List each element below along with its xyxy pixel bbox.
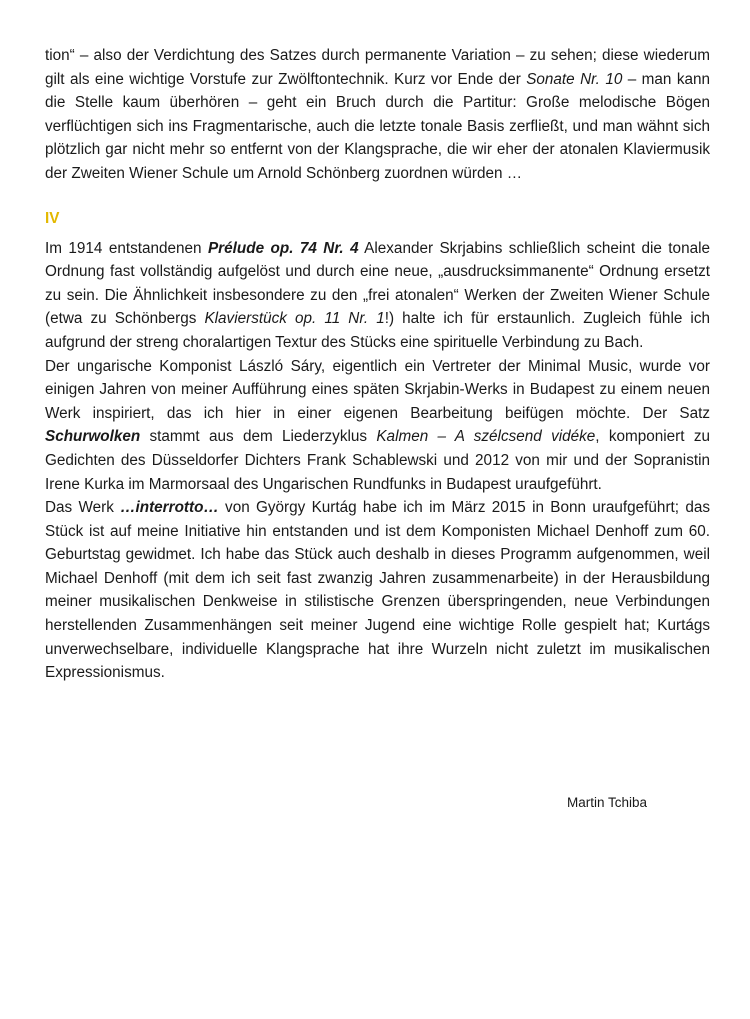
prelude-text-1: Im 1914 entstandenen	[45, 239, 208, 257]
prelude-text-3: !) halte ich für erstaunlich. Zugleich fühle ich aufgrund der streng choralartigen Textur des Stücks eine spirituelle Verbindung zu Bach.	[45, 310, 710, 351]
intro-text-2: – man kann die Stelle kaum überhören – geht ein Bruch durch die Partitur: Große melodische Bögen verflüchtigen sich ins Fragmentarische, auch die letzte tonale Basis zerfließt, und man wähnt sich plötzlich gar nicht mehr so entfernt von der Klangsprache, die wir eher der atonalen Klaviermusik der Zweiten Wiener Schule um Arnold Schönberg zuordnen würden …	[45, 70, 710, 182]
intro-text-1: tion“ – also der Verdichtung des Satzes durch permanente Variation – zu sehen; diese wiederum gilt als eine wichtige Vorstufe zur Zwölftontechnik. Kurz vor Ende der	[45, 47, 710, 88]
prelude-text-2: Alexander Skrjabins schließlich scheint die tonale Ordnung fast vollständig aufgelöst und durch eine neue, „ausdrucksimmanente“ Ordnung ersetzt zu sein. Die Ähnlichkeit insbesondere zu den „frei atonalen“ Werken der Zweiten Wiener Schule (etwa zu Schönbergs	[45, 239, 710, 328]
kurtag-text-1: Das Werk	[45, 499, 121, 517]
kurtag-text-2: von György Kurtág habe ich im März 2015 in Bonn uraufgeführt; das Stück ist auf meine Initiative hin entstanden und ist dem Komponisten Michael Denhoff zum 60. Geburtstag gewidmet. Ich habe das Stück auch deshalb in dieses Programm aufgenommen, weil Michael Denhoff (mit dem ich seit fast zwanzig Jahren zusammenarbeite) in der Herausbildung meiner musikalischen Denkweise in stilistische Grenzen überspringenden, neue Verbindungen herstellenden Zusammenhängen seit meiner Jugend eine wichtige Rolle gespielt hat; Kurtágs unverwechselbare, individuelle Klangsprache hat ihre Wurzeln nicht zuletzt im musikalischen Expressionismus.	[45, 499, 710, 682]
kalmen-title: Kalmen – A szélcsend vidéke	[376, 428, 596, 446]
sary-text-1: Der ungarische Komponist László Sáry, eigentlich ein Vertreter der Minimal Music, wurde vor einigen Jahren von meiner Aufführung eines späten Skrjabin-Werks in Budapest zu einem neuen Werk inspiriert, das ich hier in einer eigenen Bearbeitung beifügen möchte. Der Satz	[45, 357, 710, 422]
section-heading: IV	[45, 209, 60, 227]
sary-text-2: stammt aus dem Liederzyklus	[140, 428, 377, 446]
intro-paragraph	[45, 44, 710, 186]
author-signature: Martin Tchiba	[566, 795, 647, 810]
paragraph-prelude	[45, 237, 710, 355]
sary-text-3: , komponiert zu Gedichten des Düsseldorfer Dichters Frank Schablewski und 2012 von mir und der Sopranistin Irene Kurka im Marmorsaal des Ungarischen Rundfunks in Budapest uraufgeführt.	[45, 428, 710, 493]
paragraph-sary	[45, 355, 710, 497]
schurwolken-title: Schurwolken	[45, 428, 141, 446]
intro-work-title: Sonate Nr. 10	[526, 70, 623, 88]
prelude-work-title: Prélude op. 74 Nr. 4	[207, 239, 359, 257]
klavierstueck-title: Klavierstück op. 11 Nr. 1	[204, 310, 385, 328]
paragraph-kurtag	[45, 496, 710, 685]
interrotto-title: …interrotto…	[120, 499, 219, 517]
